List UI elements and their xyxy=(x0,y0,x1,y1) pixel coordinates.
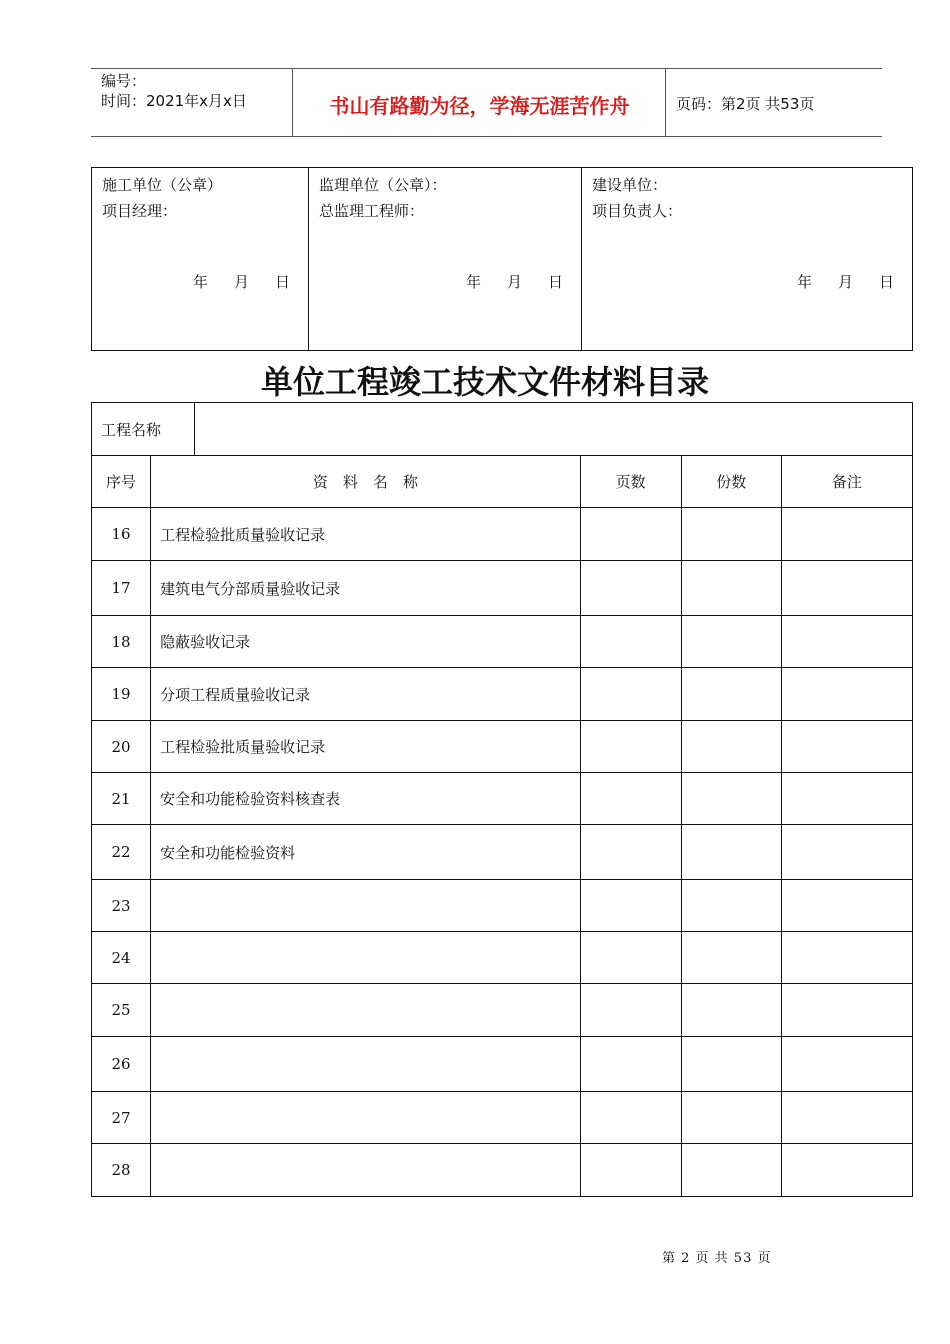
row-pages[interactable] xyxy=(580,1144,681,1197)
row-index: 18 xyxy=(92,616,151,668)
row-remark[interactable] xyxy=(781,1037,912,1092)
signature-date xyxy=(167,271,290,292)
row-index: 25 xyxy=(92,984,151,1037)
code-label: 编号： xyxy=(101,72,147,90)
row-name xyxy=(151,932,581,984)
row-copies[interactable] xyxy=(681,721,781,773)
col-header-pages: 页数 xyxy=(580,456,681,508)
project-name-value[interactable] xyxy=(195,403,913,456)
row-name xyxy=(151,1144,581,1197)
signature-cell-owner xyxy=(582,168,913,351)
signature-person-label: 项目负责人： xyxy=(592,202,683,220)
row-index: 19 xyxy=(92,668,151,721)
table-row xyxy=(92,508,913,561)
row-pages[interactable] xyxy=(580,880,681,932)
table-row xyxy=(92,721,913,773)
row-pages[interactable] xyxy=(580,1037,681,1092)
row-copies[interactable] xyxy=(681,668,781,721)
row-index: 22 xyxy=(92,825,151,880)
row-pages[interactable] xyxy=(580,561,681,616)
row-remark[interactable] xyxy=(781,1092,912,1144)
signature-date xyxy=(440,271,563,292)
col-header-name: 资 料 名 称 xyxy=(151,456,581,508)
row-name xyxy=(151,1092,581,1144)
table-row xyxy=(92,773,913,825)
date-month: 月 xyxy=(233,273,249,291)
row-copies[interactable] xyxy=(681,773,781,825)
signature-cell-supervisor xyxy=(309,168,582,351)
header-slogan: 书山有路勤为径，学海无涯苦作舟 xyxy=(329,94,630,118)
row-remark[interactable] xyxy=(781,880,912,932)
row-remark[interactable] xyxy=(781,721,912,773)
table-row xyxy=(92,1037,913,1092)
project-name-label: 工程名称 xyxy=(92,403,195,456)
row-name: 工程检验批质量验收记录 xyxy=(151,721,581,773)
catalogue-table xyxy=(91,402,913,1197)
page-footer: 第 2 页 共 53 页 xyxy=(662,1251,772,1266)
row-copies[interactable] xyxy=(681,1037,781,1092)
date-year: 年 xyxy=(465,273,481,291)
row-copies[interactable] xyxy=(681,984,781,1037)
date-month: 月 xyxy=(506,273,522,291)
date-year: 年 xyxy=(192,273,208,291)
header-bottom-rule xyxy=(91,136,882,137)
date-day: 日 xyxy=(878,273,894,291)
row-copies[interactable] xyxy=(681,880,781,932)
row-index: 21 xyxy=(92,773,151,825)
date-day: 日 xyxy=(547,273,563,291)
table-header-row xyxy=(92,456,913,508)
table-row xyxy=(92,1092,913,1144)
row-remark[interactable] xyxy=(781,773,912,825)
table-row xyxy=(92,984,913,1037)
date-day: 日 xyxy=(274,273,290,291)
row-remark[interactable] xyxy=(781,668,912,721)
row-copies[interactable] xyxy=(681,561,781,616)
row-name: 安全和功能检验资料 xyxy=(151,825,581,880)
row-remark[interactable] xyxy=(781,984,912,1037)
row-copies[interactable] xyxy=(681,1092,781,1144)
row-pages[interactable] xyxy=(580,1092,681,1144)
signature-unit-label: 建设单位： xyxy=(592,176,668,194)
row-pages[interactable] xyxy=(580,773,681,825)
col-header-index: 序号 xyxy=(92,456,151,508)
row-name: 建筑电气分部质量验收记录 xyxy=(151,561,581,616)
table-row xyxy=(92,825,913,880)
col-header-remark: 备注 xyxy=(781,456,912,508)
signature-cell-contractor xyxy=(92,168,309,351)
row-name: 工程检验批质量验收记录 xyxy=(151,508,581,561)
row-remark[interactable] xyxy=(781,825,912,880)
row-remark[interactable] xyxy=(781,616,912,668)
signature-date xyxy=(771,271,894,292)
row-index: 20 xyxy=(92,721,151,773)
row-pages[interactable] xyxy=(580,825,681,880)
table-row xyxy=(92,932,913,984)
document-title: 单位工程竣工技术文件材料目录 xyxy=(260,363,709,401)
row-copies[interactable] xyxy=(681,1144,781,1197)
row-copies[interactable] xyxy=(681,825,781,880)
signature-table xyxy=(91,167,913,351)
table-row xyxy=(92,880,913,932)
row-pages[interactable] xyxy=(580,668,681,721)
row-pages[interactable] xyxy=(580,508,681,561)
row-remark[interactable] xyxy=(781,561,912,616)
row-index: 23 xyxy=(92,880,151,932)
row-pages[interactable] xyxy=(580,616,681,668)
signature-person-label: 总监理工程师： xyxy=(319,202,425,220)
table-row xyxy=(92,668,913,721)
project-row xyxy=(92,403,913,456)
row-index: 24 xyxy=(92,932,151,984)
row-index: 26 xyxy=(92,1037,151,1092)
row-copies[interactable] xyxy=(681,508,781,561)
row-name xyxy=(151,984,581,1037)
row-name xyxy=(151,1037,581,1092)
row-remark[interactable] xyxy=(781,1144,912,1197)
row-copies[interactable] xyxy=(681,616,781,668)
row-name: 隐蔽验收记录 xyxy=(151,616,581,668)
signature-unit-label: 施工单位（公章） xyxy=(102,176,223,194)
row-remark[interactable] xyxy=(781,932,912,984)
row-index: 16 xyxy=(92,508,151,561)
date-month: 月 xyxy=(837,273,853,291)
row-remark[interactable] xyxy=(781,508,912,561)
row-name: 分项工程质量验收记录 xyxy=(151,668,581,721)
row-pages[interactable] xyxy=(580,721,681,773)
row-copies[interactable] xyxy=(681,932,781,984)
table-row xyxy=(92,616,913,668)
col-header-copies: 份数 xyxy=(681,456,781,508)
header-top-rule xyxy=(91,68,882,69)
date-year: 年 xyxy=(796,273,812,291)
table-row xyxy=(92,1144,913,1197)
row-index: 17 xyxy=(92,561,151,616)
row-name: 安全和功能检验资料核查表 xyxy=(151,773,581,825)
row-index: 27 xyxy=(92,1092,151,1144)
row-pages[interactable] xyxy=(580,984,681,1037)
row-index: 28 xyxy=(92,1144,151,1197)
table-row xyxy=(92,561,913,616)
signature-person-label: 项目经理： xyxy=(102,202,178,220)
header-meta xyxy=(101,71,247,111)
time-label: 时间：2021年x月x日 xyxy=(101,92,247,110)
row-pages[interactable] xyxy=(580,932,681,984)
header-page-label: 页码：第2页 共53页 xyxy=(676,95,815,113)
row-name xyxy=(151,880,581,932)
signature-unit-label: 监理单位（公章）： xyxy=(319,176,447,194)
